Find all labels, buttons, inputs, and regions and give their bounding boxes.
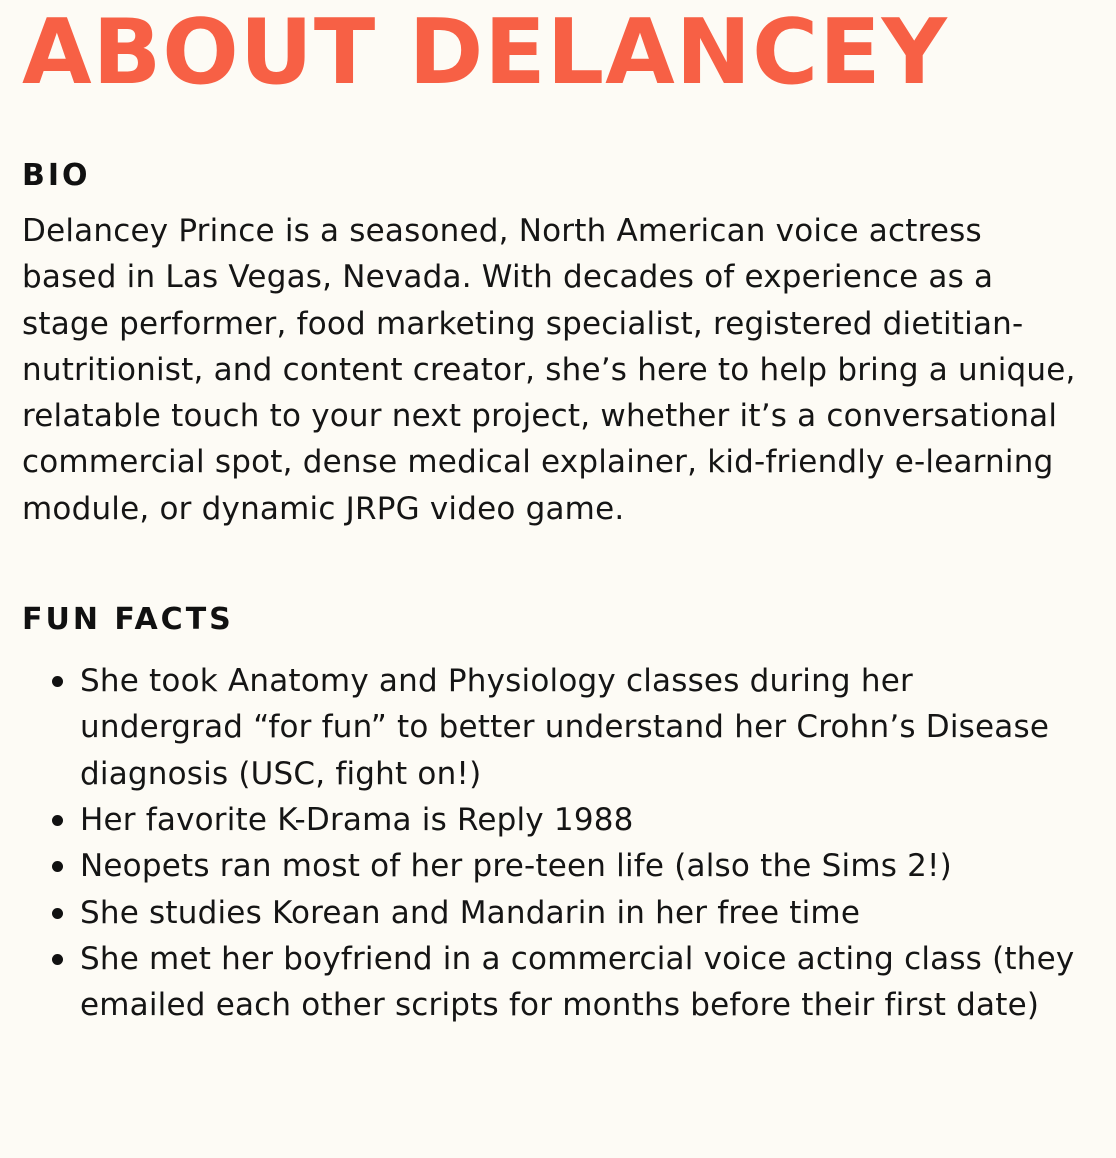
bio-heading: BIO <box>22 158 91 193</box>
bullet-icon <box>52 908 63 919</box>
fun-fact-text: She studies Korean and Mandarin in her free time <box>80 894 861 931</box>
bullet-icon <box>52 815 63 826</box>
fun-facts-section <box>22 600 1076 1028</box>
fun-fact-text: Her favorite K-Drama is Reply 1988 <box>80 801 634 838</box>
fun-fact-item <box>22 843 1076 889</box>
bio-text: Delancey Prince is a seasoned, North American voice actress based in Las Vegas, Nevada. With decades of experience as a stage performer, food marketing specialist, registered dietitian-nutritionist, and content creator, she’s here to help bring a unique, relatable touch to your next project, whether it’s a conversational commercial spot, dense medical explainer, kid-friendly e-learning module, or dynamic JRPG video game. <box>22 213 1076 527</box>
fun-facts-heading: FUN FACTS <box>22 602 234 638</box>
fun-fact-item <box>22 890 1076 936</box>
fun-fact-item <box>22 936 1076 1029</box>
fun-fact-text: She took Anatomy and Physiology classes during her undergrad “for fun” to better understand her Crohn’s Disease diagnosis (USC, fight on!) <box>80 663 1050 792</box>
fun-fact-text: Neopets ran most of her pre-teen life (also the Sims 2!) <box>80 848 952 885</box>
page-title: ABOUT DELANCEY <box>22 0 948 105</box>
fun-facts-list <box>22 658 1076 1028</box>
fun-fact-item <box>22 658 1076 797</box>
bullet-icon <box>52 676 63 687</box>
bio-section <box>22 156 1076 532</box>
bullet-icon <box>52 861 63 872</box>
fun-fact-item <box>22 797 1076 843</box>
bullet-icon <box>52 954 63 965</box>
fun-fact-text: She met her boyfriend in a commercial voice acting class (they emailed each other scripts for months before their first date) <box>80 940 1075 1024</box>
